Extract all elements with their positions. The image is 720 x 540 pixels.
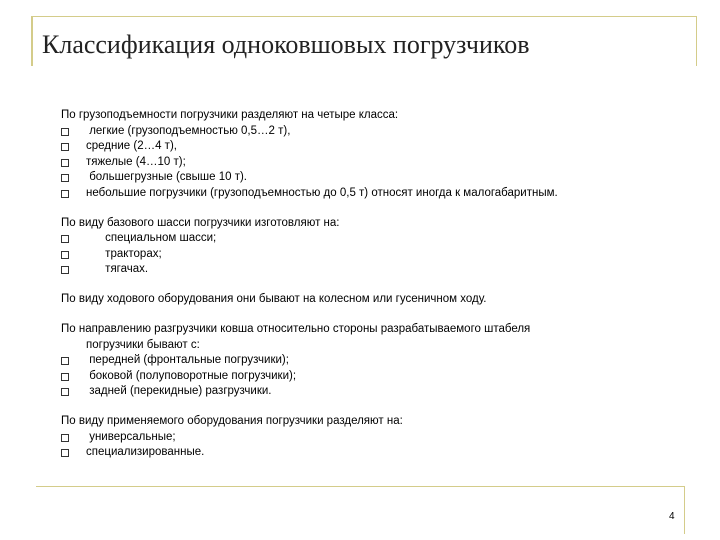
- section-load-capacity: [61, 108, 681, 201]
- title-left-rule: [31, 16, 33, 66]
- bullet-list: [61, 353, 681, 400]
- section-heading: По виду применяемого оборудования погрузчики разделяют на:: [61, 415, 403, 427]
- section-running-gear: [61, 292, 681, 308]
- square-bullet-icon: [61, 128, 69, 136]
- list-item: передней (фронтальные погрузчики);: [61, 353, 681, 369]
- square-bullet-icon: [61, 434, 69, 442]
- list-item: специальном шасси;: [61, 231, 681, 247]
- page-number: 4: [669, 511, 675, 522]
- square-bullet-icon: [61, 388, 69, 396]
- list-item: небольшие погрузчики (грузоподъемностью до 0,5 т) относят иногда к малогабаритным.: [61, 186, 681, 202]
- list-item: специализированные.: [61, 445, 681, 461]
- square-bullet-icon: [61, 235, 69, 243]
- square-bullet-icon: [61, 143, 69, 151]
- bullet-list: [61, 124, 681, 202]
- list-item: тракторах;: [61, 247, 681, 263]
- section-heading: По виду базового шасси погрузчики изготовляют на:: [61, 216, 340, 229]
- square-bullet-icon: [61, 357, 69, 365]
- list-item: легкие (грузоподъемностью 0,5…2 т),: [61, 124, 681, 140]
- list-item: универсальные;: [61, 430, 681, 446]
- slide-body: [61, 108, 681, 475]
- bullet-list: [61, 430, 681, 461]
- list-item: средние (2…4 т),: [61, 139, 681, 155]
- bottom-rule: [36, 486, 685, 487]
- list-item: тяжелые (4…10 т);: [61, 155, 681, 171]
- list-item: боковой (полуповоротные погрузчики);: [61, 369, 681, 385]
- square-bullet-icon: [61, 266, 69, 274]
- square-bullet-icon: [61, 251, 69, 259]
- section-base-chassis: [61, 216, 681, 278]
- square-bullet-icon: [61, 190, 69, 198]
- slide-title: Классификация одноковшовых погрузчиков: [42, 30, 530, 59]
- section-equipment-type: [61, 414, 681, 461]
- square-bullet-icon: [61, 159, 69, 167]
- list-item: задней (перекидные) разгрузчики.: [61, 384, 681, 400]
- list-item: большегрузные (свыше 10 т).: [61, 170, 681, 186]
- square-bullet-icon: [61, 449, 69, 457]
- section-unloading-direction: [61, 322, 681, 400]
- square-bullet-icon: [61, 373, 69, 381]
- square-bullet-icon: [61, 174, 69, 182]
- section-heading-continuation: погрузчики бывают с:: [86, 338, 200, 351]
- title-right-rule: [696, 16, 697, 66]
- section-heading: По виду ходового оборудования они бывают на колесном или гусеничном ходу.: [61, 293, 487, 305]
- section-heading: По грузоподъемности погрузчики разделяют на четыре класса:: [61, 109, 399, 121]
- section-heading: По направлению разгрузчики ковша относительно стороны разрабатываемого штабеля: [61, 323, 531, 335]
- bottom-right-rule: [684, 486, 685, 534]
- list-item: тягачах.: [61, 262, 681, 278]
- top-rule: [31, 16, 697, 17]
- bullet-list: [61, 231, 681, 278]
